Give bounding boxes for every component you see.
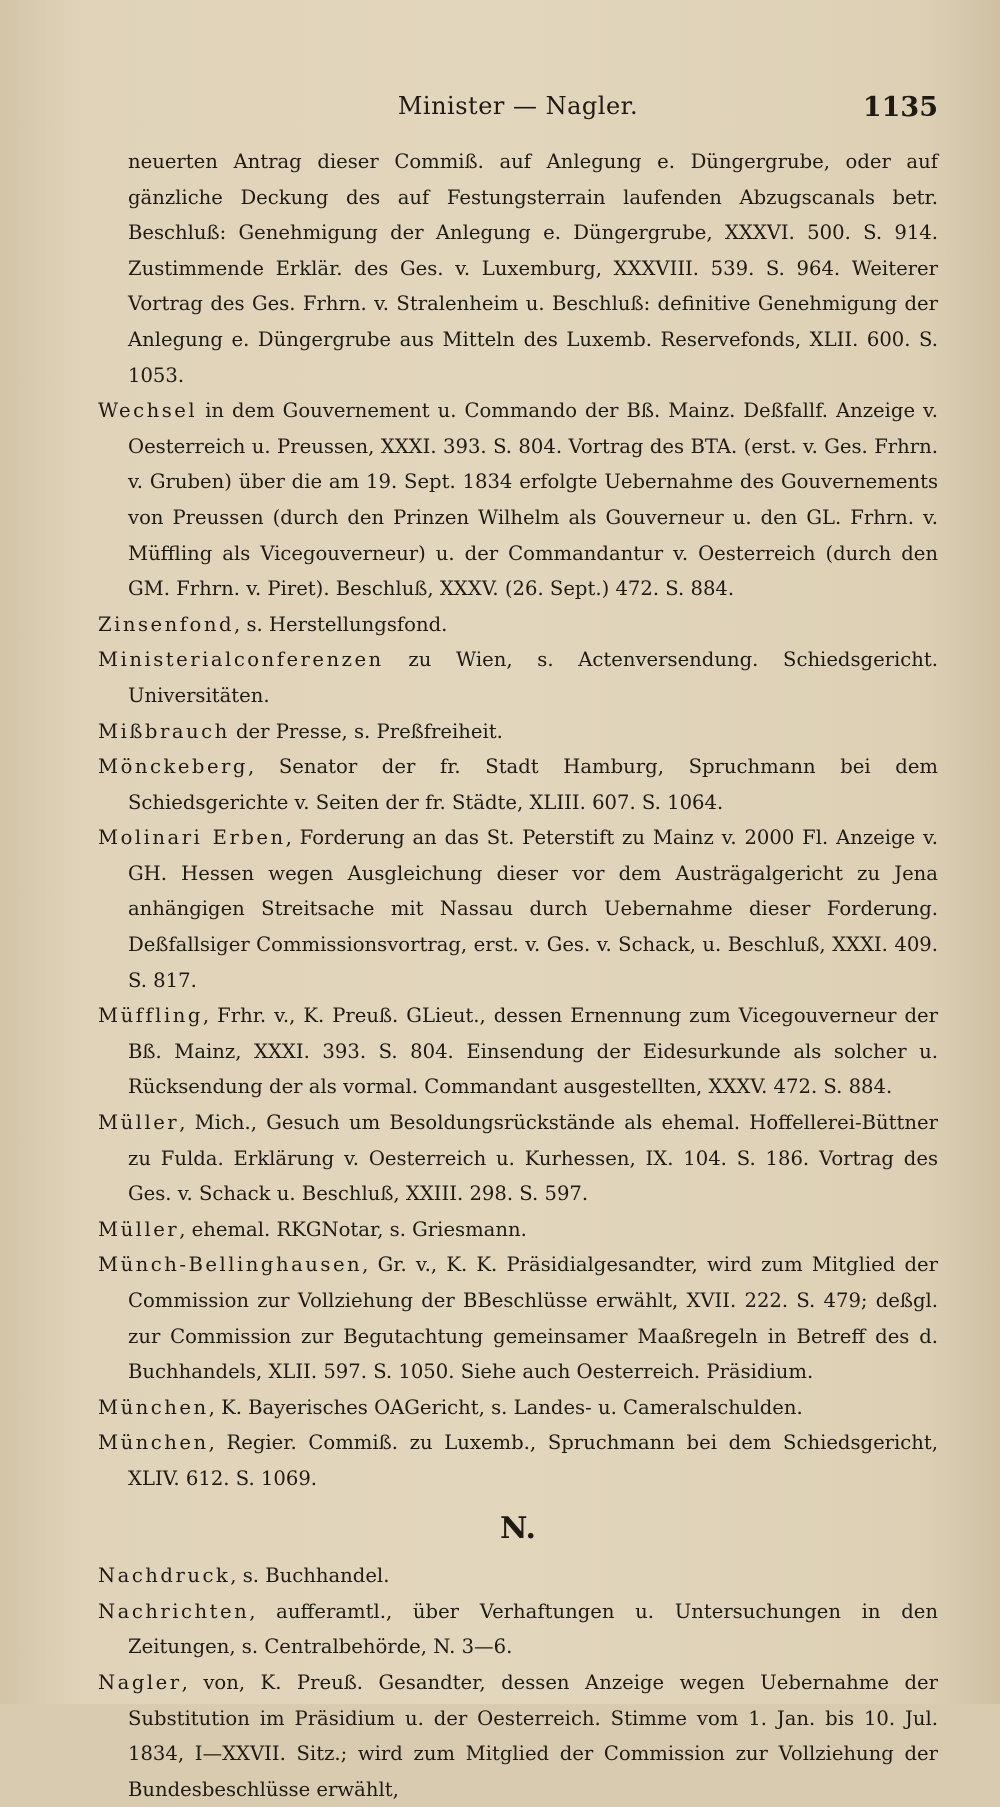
entry-text: , von, K. Preuß. Gesandter, dessen Anzeige wegen Uebernahme der Substitution im Präsidium u. der Oesterreich. Stimme vom 1. Jan. bis 10. Jul. 1834, I—XXVII. Sitz.; wird zum Mitglied der Commission zur Vollziehung der Bundesbeschlüsse erwählt, bbox=[128, 1670, 938, 1801]
continuation-text: neuerten Antrag dieser Commiß. auf Anlegung e. Düngergrube, oder auf gänzliche Deckung des auf Festungsterrain laufenden Abzugscanals betr. Beschluß: Genehmigung der Anlegung e. Düngergrube, XXXVI. 500. S. 914. Zustimmende Erklär. des Ges. v. Luxemburg, XXXVIII. 539. S. 964. Weiterer Vortrag des Ges. Frhrn. v. Stralenheim u. Beschluß: definitive Genehmigung der Anlegung e. Düngergrube aus Mitteln des Luxemb. Reservefonds, XLII. 600. S. 1053. bbox=[128, 150, 938, 387]
entry-head: Wechsel bbox=[98, 399, 198, 423]
index-entry bbox=[98, 1247, 938, 1389]
index-entry bbox=[98, 1558, 938, 1594]
index-entry bbox=[98, 998, 938, 1105]
index-entry bbox=[98, 820, 938, 998]
entry-head: Mißbrauch bbox=[98, 719, 230, 743]
entry-text: , aufferamtl., über Verhaftungen u. Untersuchungen in den Zeitungen, s. Centralbehörde, N. 3—6. bbox=[128, 1599, 938, 1659]
index-entries bbox=[98, 144, 938, 1807]
page-header bbox=[98, 92, 938, 136]
entry-head: Müller bbox=[98, 1111, 180, 1135]
entry-text: , Senator der fr. Stadt Hamburg, Spruchmann bei dem Schiedsgerichte v. Seiten der fr. Städte, XLIII. 607. S. 1064. bbox=[128, 755, 938, 814]
index-entry bbox=[98, 714, 938, 750]
entry-text: , K. Bayerisches OAGericht, s. Landes- u. Cameralschulden. bbox=[208, 1395, 803, 1419]
entry-head: Nachdruck bbox=[98, 1564, 231, 1588]
entry-text: zu Wien, s. Actenversendung. Schiedsgericht. Universitäten. bbox=[128, 648, 938, 707]
entry-text: , s. Buchhandel. bbox=[230, 1564, 390, 1588]
entries-n bbox=[98, 1558, 938, 1807]
entry-text: der Presse, s. Preßfreiheit. bbox=[229, 719, 503, 743]
entry-head: Nagler bbox=[98, 1670, 182, 1694]
index-entry bbox=[98, 393, 938, 607]
index-entry bbox=[98, 1105, 938, 1212]
entry-head: Zinsenfond bbox=[98, 612, 234, 636]
entry-head: Molinari Erben bbox=[98, 826, 286, 850]
entry-head: Nachrichten bbox=[98, 1599, 250, 1623]
index-entry bbox=[98, 607, 938, 643]
entry-text: , Mich., Gesuch um Besoldungsrückstände als ehemal. Hoffellerei-Büttner zu Fulda. Erklärung v. Oesterreich u. Kurhessen, IX. 104. S. 186. Vortrag des Ges. v. Schack u. Beschluß, XXIII. 298. S. 597. bbox=[128, 1111, 938, 1206]
entry-head: Müffling bbox=[98, 1004, 203, 1028]
entry-head: Mönckeberg bbox=[98, 755, 248, 779]
running-title: Minister — Nagler. bbox=[397, 92, 639, 120]
entry-text: , ehemal. RKGNotar, s. Griesmann. bbox=[179, 1217, 527, 1241]
entry-head: München bbox=[98, 1431, 209, 1455]
entries-m bbox=[98, 393, 938, 1496]
entry-text: , Forderung an das St. Peterstift zu Mainz v. 2000 Fl. Anzeige v. GH. Hessen wegen Ausgleichung dieser vor dem Austrägalgericht zu Jena anhängigen Streitsache mit Nassau durch Uebernahme dieser Forderung. Deßfallsiger Commissionsvortrag, erst. v. Ges. v. Schack, u. Beschluß, XXXI. 409. S. 817. bbox=[128, 826, 938, 992]
entry-head: Ministerialconferenzen bbox=[98, 648, 384, 672]
entry-head: Müller bbox=[98, 1217, 180, 1241]
section-letter: N. bbox=[500, 1510, 536, 1546]
index-entry bbox=[98, 1390, 938, 1426]
entry-text: , s. Herstellungsfond. bbox=[233, 612, 448, 636]
entry-head: München bbox=[98, 1395, 209, 1419]
entry-head: Münch-Bellinghausen bbox=[98, 1253, 363, 1277]
entry-text: , Regier. Commiß. zu Luxemb., Spruchmann bei dem Schiedsgericht, XLIV. 612. S. 1069. bbox=[128, 1431, 938, 1490]
entry-text: , Gr. v., K. K. Präsidialgesandter, wird zum Mitglied der Commission zur Vollziehung der BBeschlüsse erwählt, XVII. 222. S. 479; deßgl. zur Commission zur Begutachtung gemeinsamer Maaßregeln in Betreff des d. Buchhandels, XLII. 597. S. 1050. Siehe auch Oesterreich. Präsidium. bbox=[128, 1253, 938, 1384]
entry-text: , Frhr. v., K. Preuß. GLieut., dessen Ernennung zum Vicegouverneur der Bß. Mainz, XXXI. 393. S. 804. Einsendung der Eidesurkunde als solcher u. Rücksendung der als vormal. Commandant ausgestellten, XXXV. 472. S. 884. bbox=[128, 1004, 938, 1099]
index-entry bbox=[98, 642, 938, 713]
index-entry bbox=[98, 1212, 938, 1248]
page-number: 1135 bbox=[862, 92, 938, 123]
entry-text: in dem Gouvernement u. Commando der Bß. Mainz. Deßfallf. Anzeige v. Oesterreich u. Preussen, XXXI. 393. S. 804. Vortrag des BTA. (erst. v. Ges. Frhrn. v. Gruben) über die am 19. Sept. 1834 erfolgte Uebernahme des Gouvernements von Preussen (durch den Prinzen Wilhelm als Gouverneur u. den GL. Frhrn. v. Müffling als Vicegouverneur) u. der Commandantur v. Oesterreich (durch den GM. Frhrn. v. Piret). Beschluß, XXXV. (26. Sept.) 472. S. 884. bbox=[128, 399, 938, 601]
index-entry bbox=[98, 1594, 938, 1665]
index-entry bbox=[98, 1425, 938, 1496]
index-entry bbox=[98, 749, 938, 820]
index-entry bbox=[98, 1665, 938, 1807]
